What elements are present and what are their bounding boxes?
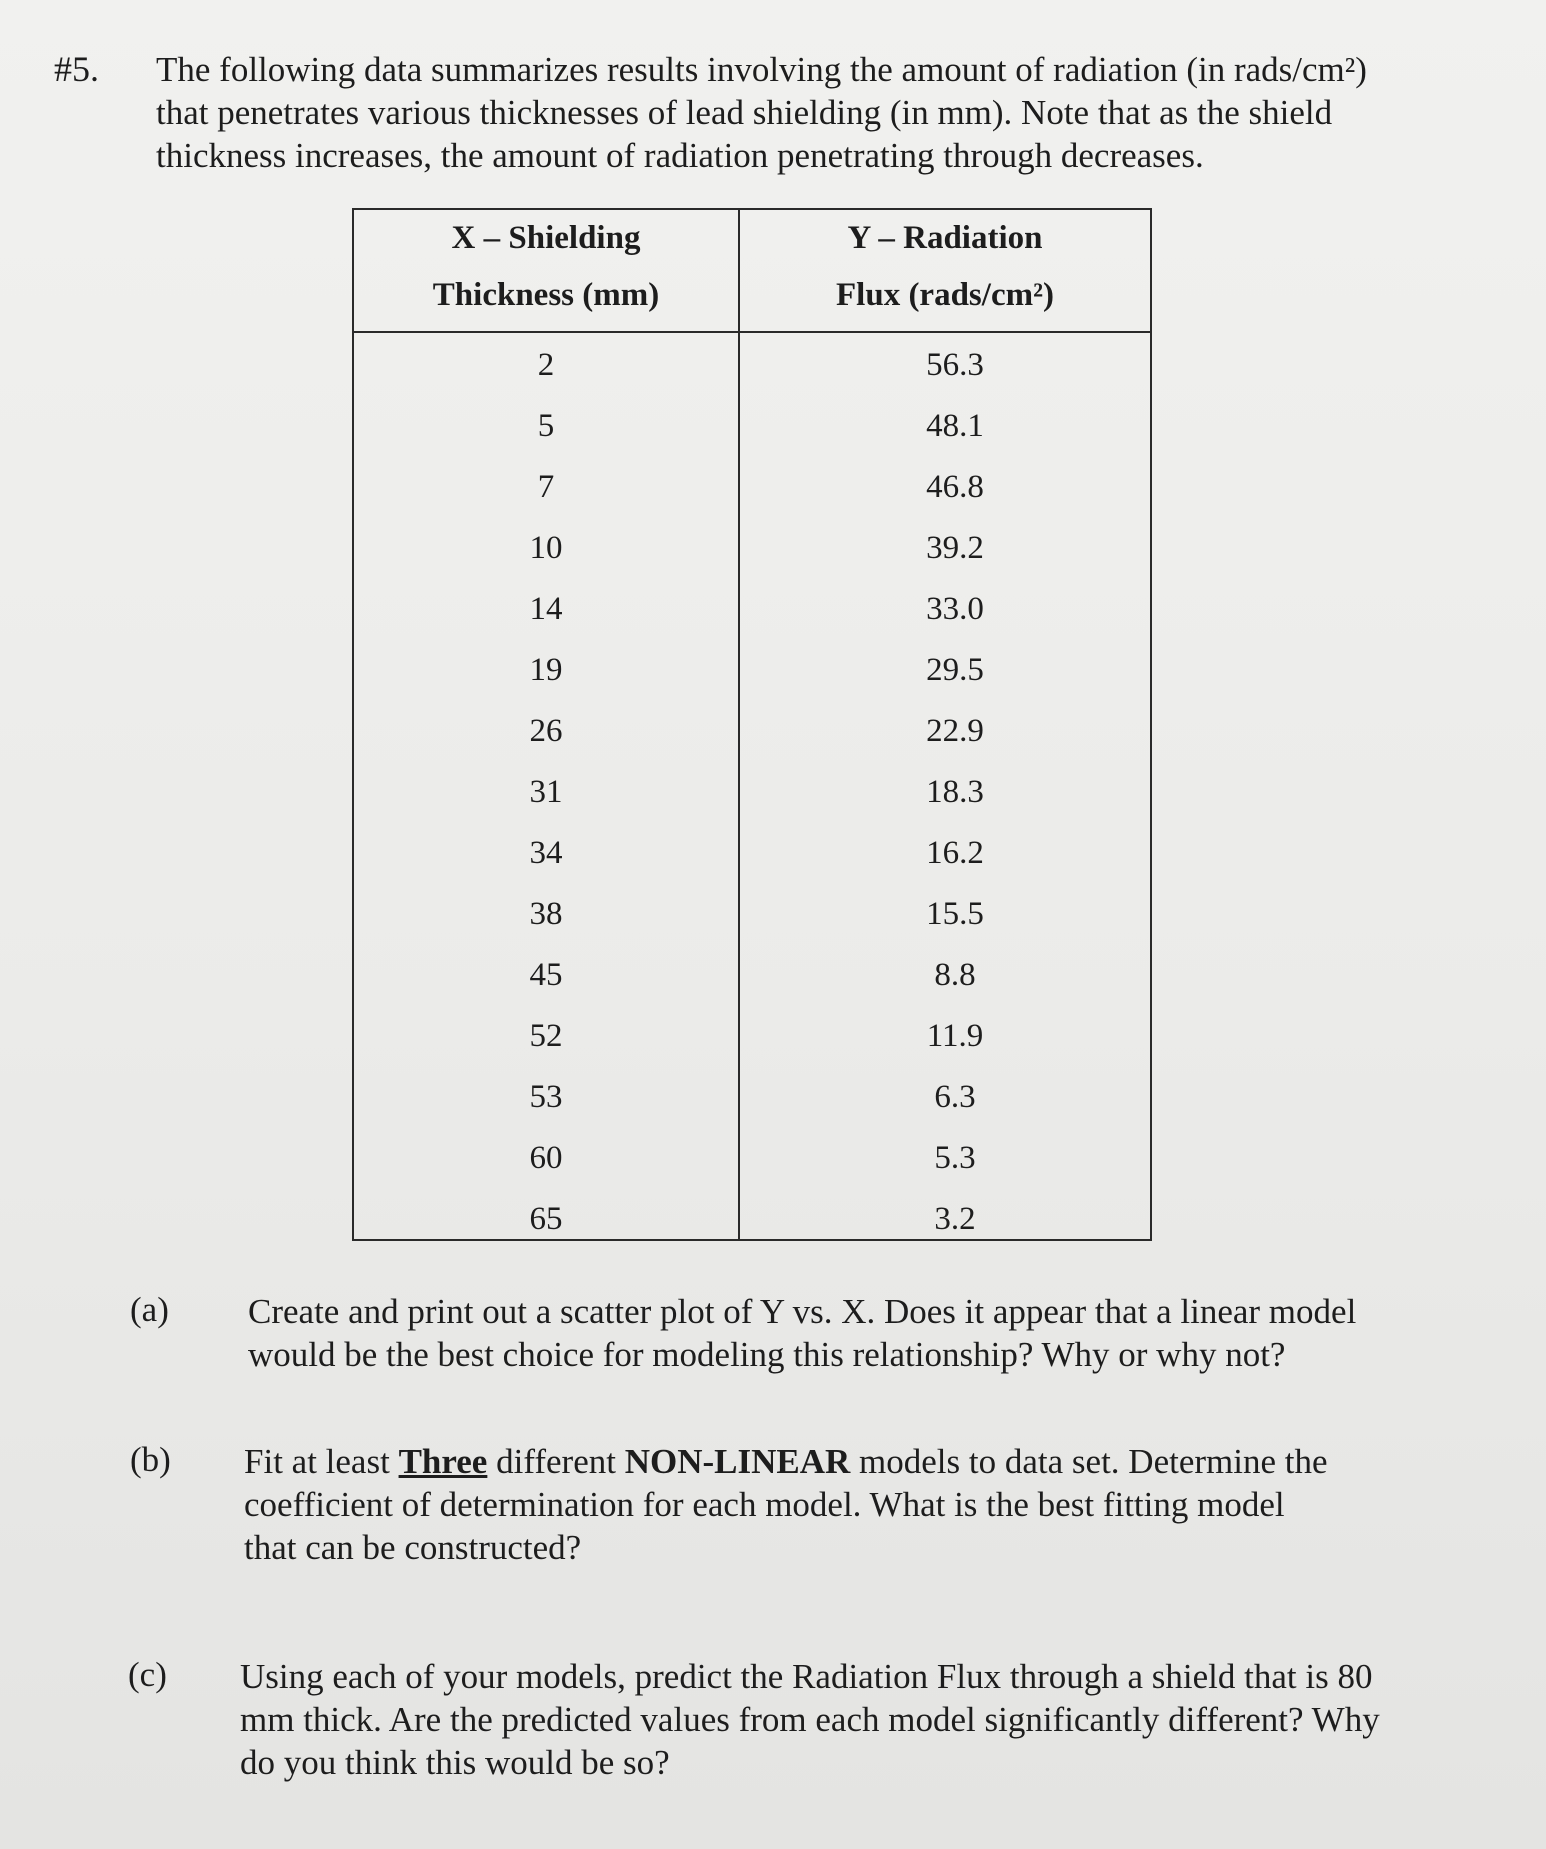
- radiation-flux-cell: 5.3: [934, 1140, 976, 1176]
- table-row: [354, 1128, 1150, 1189]
- thickness-cell: 14: [529, 591, 563, 627]
- radiation-flux-cell: 39.2: [926, 530, 984, 566]
- thickness-cell: 52: [529, 1018, 563, 1054]
- thickness-cell: 10: [529, 530, 563, 566]
- thickness-cell: 38: [529, 896, 563, 932]
- thickness-cell: 26: [529, 713, 563, 749]
- data-table: [352, 208, 1152, 1241]
- table-row: [354, 579, 1150, 640]
- radiation-flux-cell: 46.8: [926, 469, 984, 505]
- thickness-cell: 19: [529, 652, 563, 688]
- thickness-cell: 2: [537, 347, 555, 383]
- thickness-cell: 31: [529, 774, 563, 810]
- question-b-label: (b): [130, 1440, 171, 1479]
- question-a-text: [248, 1290, 1356, 1376]
- radiation-flux-cell: 6.3: [934, 1079, 976, 1115]
- thickness-cell: 53: [529, 1079, 563, 1115]
- question-b-mid: different: [487, 1442, 625, 1481]
- radiation-flux-cell: 3.2: [934, 1201, 976, 1237]
- radiation-flux-cell: 48.1: [926, 408, 984, 444]
- radiation-flux-cell: 22.9: [926, 713, 984, 749]
- table-row: [354, 335, 1150, 396]
- question-b-line: [244, 1440, 1328, 1483]
- question-b-emphasis-three: Three: [398, 1442, 488, 1481]
- table-body: [354, 335, 1150, 1250]
- y-header-line: Flux (rads/cm²): [836, 277, 1054, 313]
- problem-intro: [156, 48, 1456, 177]
- x-column-header: [354, 210, 738, 331]
- thickness-cell: 45: [529, 957, 563, 993]
- question-a-line: would be the best choice for modeling this relationship? Why or why not?: [248, 1335, 1286, 1374]
- radiation-flux-cell: 16.2: [926, 835, 984, 871]
- question-b-emphasis-nonlinear: NON-LINEAR: [624, 1442, 851, 1481]
- question-c-line: Using each of your models, predict the Radiation Flux through a shield that is 80: [240, 1657, 1373, 1696]
- problem-number: #5.: [54, 49, 99, 89]
- intro-line: The following data summarizes results involving the amount of radiation (in rads/cm²): [156, 50, 1367, 89]
- table-row: [354, 945, 1150, 1006]
- radiation-flux-cell: 11.9: [926, 1018, 984, 1054]
- question-b-text: [244, 1440, 1328, 1569]
- table-row: [354, 396, 1150, 457]
- radiation-flux-cell: 18.3: [926, 774, 984, 810]
- table-row: [354, 1189, 1150, 1250]
- table-row: [354, 701, 1150, 762]
- thickness-cell: 60: [529, 1140, 563, 1176]
- intro-line: thickness increases, the amount of radiation penetrating through decreases.: [156, 136, 1204, 175]
- header-rule: [354, 331, 1150, 333]
- question-c-text: [240, 1655, 1380, 1784]
- question-b-pre: Fit at least: [244, 1442, 399, 1481]
- x-header-line: Thickness (mm): [432, 277, 660, 313]
- table-row: [354, 457, 1150, 518]
- table-row: [354, 518, 1150, 579]
- thickness-cell: 65: [529, 1201, 563, 1237]
- y-header-line: Y – Radiation: [847, 220, 1043, 256]
- table-row: [354, 884, 1150, 945]
- thickness-cell: 5: [537, 408, 555, 444]
- radiation-flux-cell: 15.5: [926, 896, 984, 932]
- thickness-cell: 34: [529, 835, 563, 871]
- question-c-label: (c): [128, 1655, 167, 1694]
- table-row: [354, 762, 1150, 823]
- radiation-flux-cell: 33.0: [926, 591, 984, 627]
- y-column-header: [740, 210, 1150, 331]
- table-row: [354, 1006, 1150, 1067]
- intro-line: that penetrates various thicknesses of lead shielding (in mm). Note that as the shield: [156, 93, 1333, 132]
- radiation-flux-cell: 56.3: [926, 347, 984, 383]
- table-row: [354, 640, 1150, 701]
- question-a-label: (a): [130, 1290, 169, 1329]
- question-b-line: that can be constructed?: [244, 1528, 582, 1567]
- question-b-line: coefficient of determination for each model. What is the best fitting model: [244, 1485, 1285, 1524]
- question-b-post: models to data set. Determine the: [850, 1442, 1328, 1481]
- question-c-line: mm thick. Are the predicted values from each model significantly different? Why: [240, 1700, 1380, 1739]
- radiation-flux-cell: 8.8: [934, 957, 976, 993]
- table-row: [354, 823, 1150, 884]
- thickness-cell: 7: [537, 469, 555, 505]
- table-row: [354, 1067, 1150, 1128]
- radiation-flux-cell: 29.5: [926, 652, 984, 688]
- x-header-line: X – Shielding: [451, 220, 641, 256]
- question-c-line: do you think this would be so?: [240, 1743, 670, 1782]
- question-a-line: Create and print out a scatter plot of Y vs. X. Does it appear that a linear model: [248, 1292, 1357, 1331]
